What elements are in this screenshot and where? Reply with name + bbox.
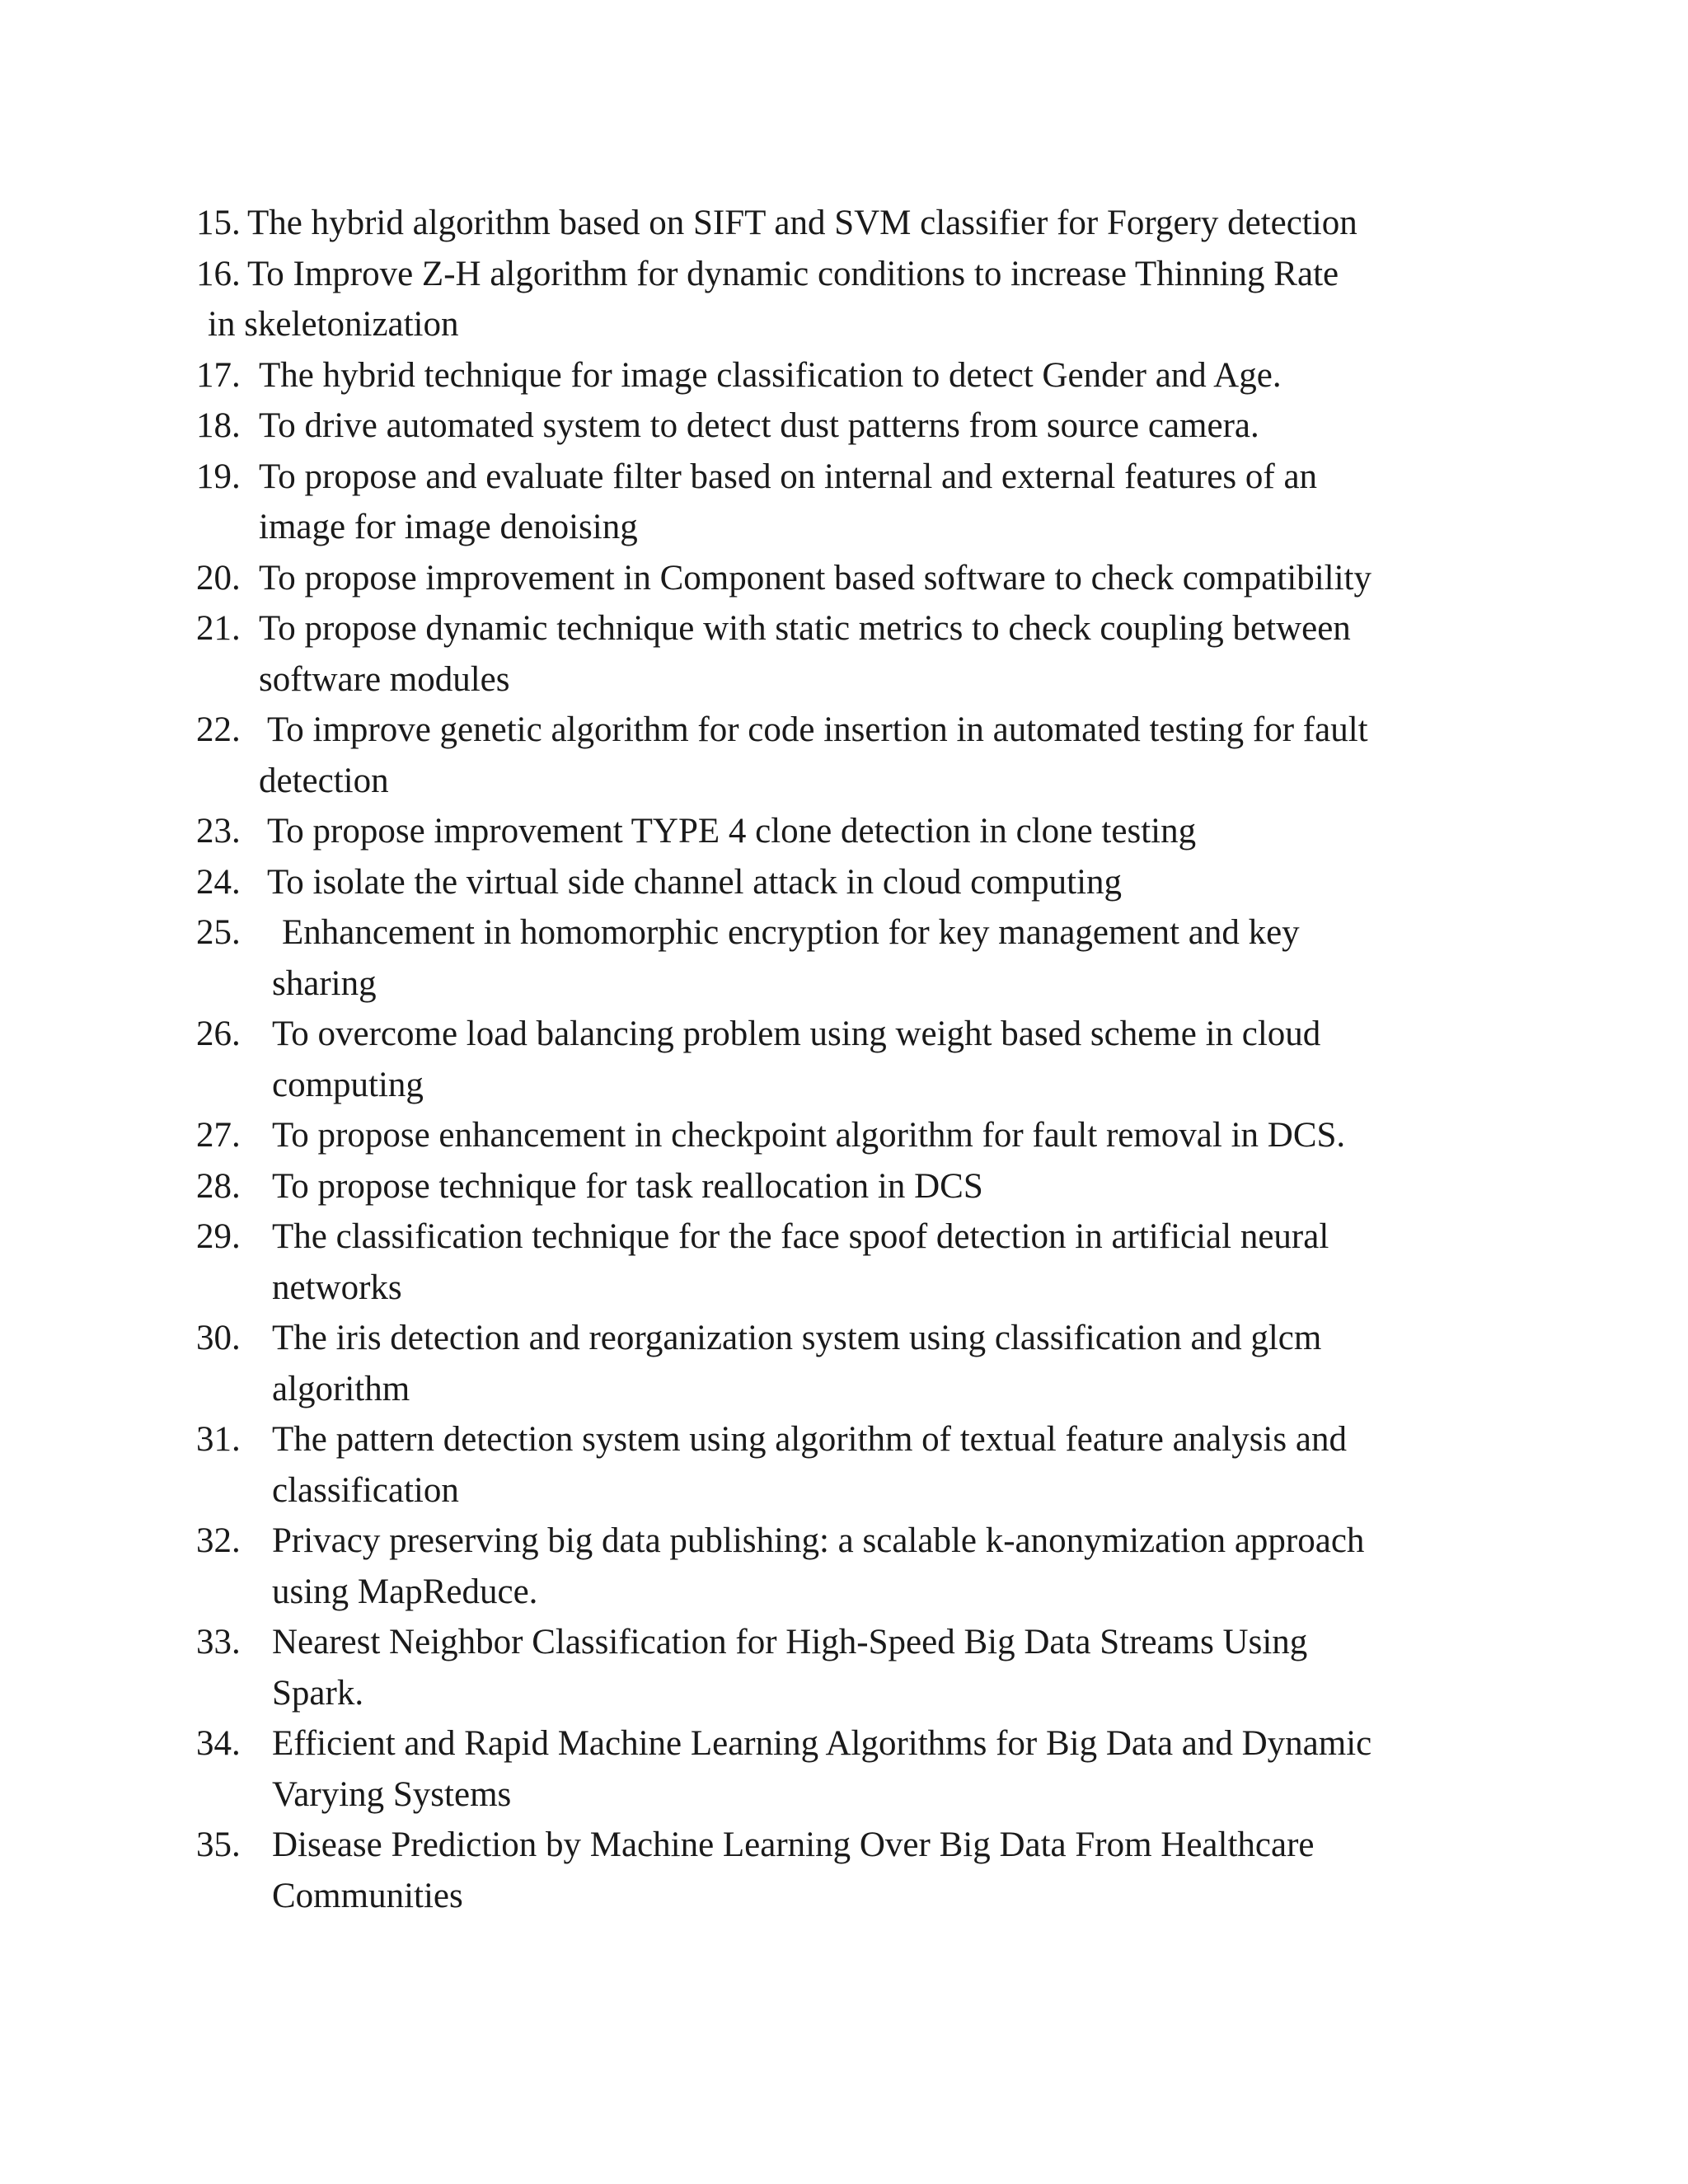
item-text-continuation: in skeletonization [208,305,459,344]
item-text: To propose and evaluate filter based on internal and external features of an [259,457,1318,496]
list-item-15 [196,198,1531,249]
item-number: 26. [196,1015,241,1053]
list-item-29 [196,1212,1531,1263]
item-text-continuation: detection [259,761,389,800]
item-number: 15. [196,204,241,242]
list-item-25-continuation [196,958,1531,1010]
list-item-27 [196,1110,1531,1161]
list-item-24 [196,857,1531,908]
item-text-continuation: software modules [259,659,510,699]
list-item-19 [196,452,1531,503]
list-item-34 [196,1718,1531,1769]
list-item-31 [196,1414,1531,1465]
item-text: To propose improvement TYPE 4 clone detection in clone testing [267,812,1197,851]
list-item-35-continuation [196,1871,1531,1922]
list-item-29-continuation [196,1263,1531,1314]
numbered-list [196,198,1531,1921]
item-number: 27. [196,1116,241,1155]
list-item-18 [196,401,1531,452]
item-text: To propose dynamic technique with static metrics to check coupling between [259,609,1351,648]
list-item-33 [196,1617,1531,1668]
item-number: 18. [196,406,241,445]
item-number: 33. [196,1623,241,1661]
list-item-34-continuation [196,1769,1531,1821]
item-text-continuation: Spark. [272,1673,364,1713]
list-item-22-continuation [196,756,1531,807]
item-text: To isolate the virtual side channel attack in cloud computing [267,862,1123,902]
list-item-26-continuation [196,1060,1531,1111]
item-text-continuation: networks [272,1268,402,1307]
item-number: 22. [196,710,241,749]
list-item-21 [196,603,1531,654]
item-number: 19. [196,457,241,496]
item-text-continuation: algorithm [272,1369,410,1408]
list-item-30 [196,1313,1531,1364]
item-text: The hybrid algorithm based on SIFT and SVM classifier for Forgery detection [247,204,1357,242]
item-number: 23. [196,812,241,851]
item-text: To drive automated system to detect dust patterns from source camera. [259,406,1259,445]
item-number: 16. [196,254,241,293]
list-item-16 [196,249,1531,300]
list-item-21-continuation [196,654,1531,705]
item-text: Privacy preserving big data publishing: a scalable k-anonymization approach [272,1521,1365,1560]
item-number: 35. [196,1825,241,1864]
item-text: Disease Prediction by Machine Learning Over Big Data From Healthcare [272,1825,1315,1864]
item-text: The hybrid technique for image classification to detect Gender and Age. [259,355,1282,395]
list-item-25 [196,907,1531,958]
item-text: To propose enhancement in checkpoint algorithm for fault removal in DCS. [272,1116,1346,1155]
list-item-33-continuation [196,1668,1531,1719]
list-item-28 [196,1161,1531,1212]
item-number: 21. [196,609,241,648]
list-item-17 [196,350,1531,401]
item-text: The classification technique for the face spoof detection in artificial neural [272,1217,1329,1256]
list-item-31-continuation [196,1465,1531,1516]
list-item-23 [196,806,1531,857]
list-item-32-continuation [196,1567,1531,1618]
item-text: The iris detection and reorganization system using classification and glcm [272,1319,1322,1357]
item-number: 32. [196,1521,241,1560]
item-text-continuation: Varying Systems [272,1774,512,1814]
item-text: The pattern detection system using algorithm of textual feature analysis and [272,1420,1347,1459]
item-text: To improve genetic algorithm for code insertion in automated testing for fault [267,710,1368,749]
item-text: To propose technique for task reallocation in DCS [272,1166,983,1206]
item-text: To Improve Z-H algorithm for dynamic conditions to increase Thinning Rate [247,254,1339,293]
item-number: 34. [196,1724,241,1763]
list-item-26 [196,1009,1531,1060]
list-item-22 [196,705,1531,756]
item-number: 31. [196,1420,241,1459]
item-text: Nearest Neighbor Classification for High-Speed Big Data Streams Using [272,1623,1308,1661]
item-number: 24. [196,862,241,902]
item-number: 30. [196,1319,241,1357]
item-text-continuation: sharing [272,963,377,1003]
list-item-35 [196,1820,1531,1871]
item-number: 28. [196,1166,241,1206]
item-text-continuation: image for image denoising [259,508,638,546]
list-item-30-continuation [196,1364,1531,1415]
list-item-19-continuation [196,502,1531,553]
list-item-20 [196,553,1531,604]
item-text: To overcome load balancing problem using weight based scheme in cloud [272,1015,1321,1053]
list-item-16-continuation [196,299,1531,350]
item-text: To propose improvement in Component based software to check compatibility [259,558,1372,598]
item-text-continuation: classification [272,1470,459,1510]
item-number: 25. [196,913,241,952]
list-item-32 [196,1516,1531,1567]
item-text-continuation: using MapReduce. [272,1572,538,1611]
item-text-continuation: computing [272,1065,424,1104]
item-number: 17. [196,355,241,395]
item-number: 20. [196,558,241,598]
item-number: 29. [196,1217,241,1256]
item-text: Efficient and Rapid Machine Learning Algorithms for Big Data and Dynamic [272,1724,1372,1763]
item-text: Enhancement in homomorphic encryption for key management and key [282,913,1300,952]
item-text-continuation: Communities [272,1876,463,1915]
